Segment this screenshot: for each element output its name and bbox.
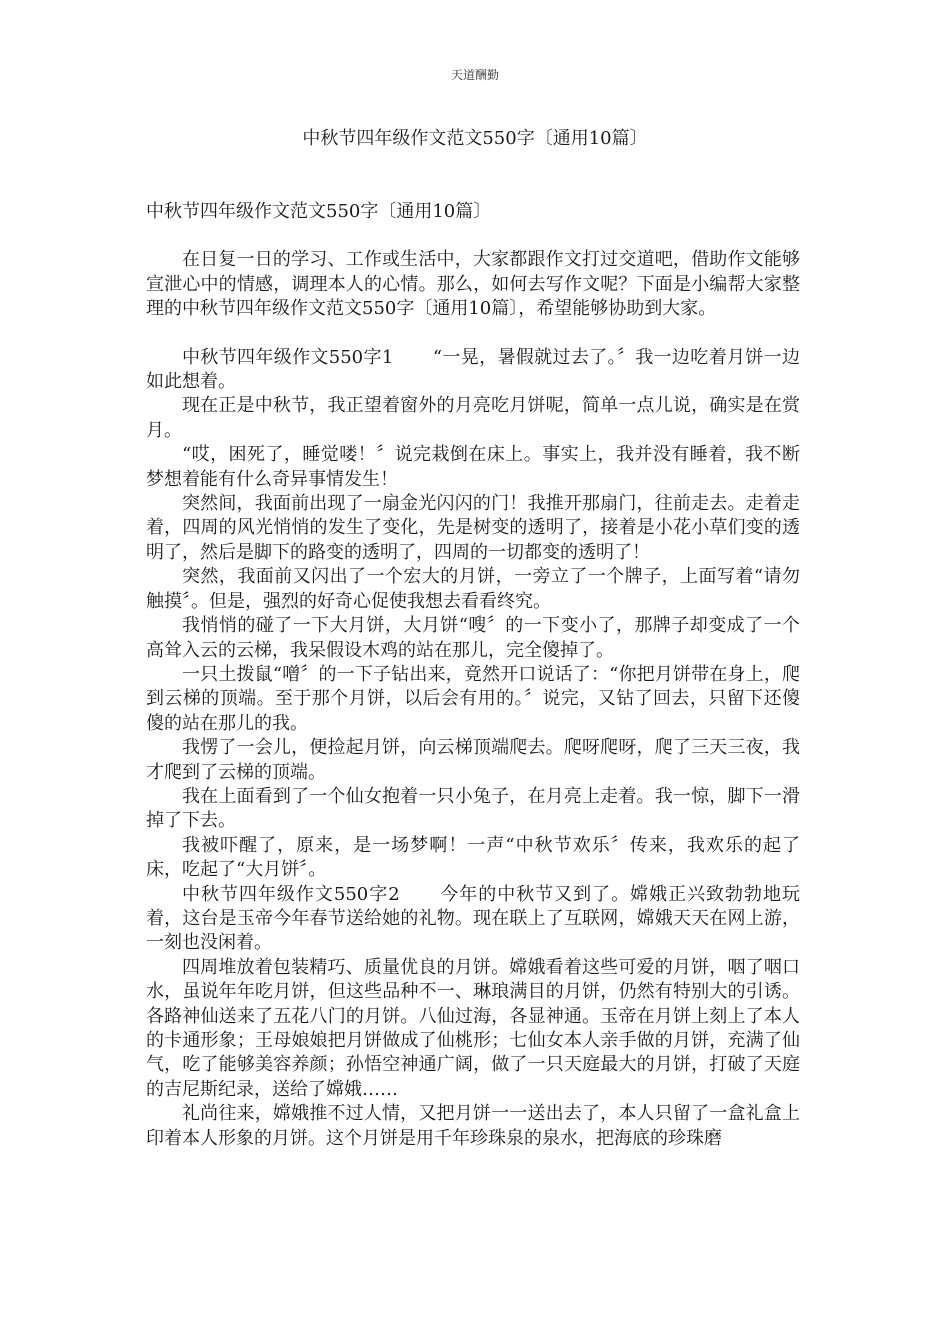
document-subtitle: 中秋节四年级作文范文550字〔通用10篇〕	[146, 201, 492, 222]
body-paragraph: 突然，我面前又闪出了一个宏大的月饼，一旁立了一个牌子，上面写着“请勿触摸〞。但是，强烈的好奇心促使我想去看看终究。	[146, 566, 800, 612]
section-2-first-paragraph	[146, 883, 800, 956]
page-header: 天道酬勤	[450, 68, 499, 82]
section-1-first-text: “一晃，暑假就过去了。〞我一边吃着月饼一边如此想着。	[146, 346, 801, 393]
section-2-first-text: 今年的中秋节又到了。嫦娥正兴致勃勃地玩着，这台是玉帝今年春节送给她的礼物。现在联上了互联网，嫦娥天天在网上游，一刻也没闲着。	[146, 883, 800, 954]
body-paragraph: 我被吓醒了，原来，是一场梦啊！一声“中秋节欢乐〞传来，我欢乐的起了床，吃起了“大月饼〞。	[146, 834, 800, 881]
document-title: 中秋节四年级作文范文550字〔通用10篇〕	[302, 128, 648, 149]
section-1-heading: 中秋节四年级作文550字1	[182, 346, 394, 368]
body-paragraph: 礼尚往来，嫦娥推不过人情，又把月饼一一送出去了，本人只留了一盒礼盒上印着本人形象的月饼。这个月饼是用千年珍珠泉的泉水，把海底的珍珠磨	[146, 1103, 800, 1149]
body-paragraph: 我愣了一会儿，便捡起月饼，向云梯顶端爬去。爬呀爬呀，爬了三天三夜，我才爬到了云梯的顶端。	[146, 737, 800, 783]
intro-paragraph: 在日复一日的学习、工作或生活中，大家都跟作文打过交道吧，借助作文能够宣泄心中的情感，调理本人的心情。那么，如何去写作文呢？下面是小编帮大家整理的中秋节四年级作文范文550字〔通用10篇〕，希望能够协助到大家。	[146, 249, 800, 320]
body-paragraph: 现在正是中秋节，我正望着窗外的月亮吃月饼呢，简单一点儿说，确实是在赏月。	[146, 395, 800, 441]
section-2-heading: 中秋节四年级作文550字2	[182, 883, 400, 905]
document-body	[146, 200, 800, 1151]
body-paragraph: 我悄悄的碰了一下大月饼，大月饼“嗖〞的一下变小了，那牌子却变成了一个高耸入云的云梯，我呆假设木鸡的站在那儿，完全傻掉了。	[146, 615, 800, 661]
body-paragraph: 我在上面看到了一个仙女抱着一只小兔子，在月亮上走着。我一惊，脚下一滑掉了下去。	[146, 785, 800, 832]
section-1-first-paragraph	[146, 346, 800, 395]
paragraph-gap	[146, 322, 800, 346]
body-paragraph: “哎，困死了，睡觉喽！〞说完栽倒在床上。事实上，我并没有睡着，我不断梦想着能有什么奇异事情发生！	[146, 444, 800, 490]
body-paragraph: 一只土拨鼠“噌〞的一下子钻出来，竟然开口说话了：“你把月饼带在身上，爬到云梯的顶端。至于那个月饼，以后会有用的。〞说完，又钻了回去，只留下还傻傻的站在那儿的我。	[146, 663, 800, 734]
body-paragraph: 四周堆放着包装精巧、质量优良的月饼。嫦娥看着这些可爱的月饼，咽了咽口水，虽说年年吃月饼，但这些品种不一、琳琅满目的月饼，仍然有特别大的引诱。各路神仙送来了五花八门的月饼。八仙过海，各显神通。玉帝在月饼上刻上了本人的卡通形象；王母娘娘把月饼做成了仙桃形；七仙女本人亲手做的月饼，充满了仙气，吃了能够美容养颜；孙悟空神通广阔，做了一只天庭最大的月饼，打破了天庭的吉尼斯纪录，送给了嫦娥……	[146, 956, 800, 1100]
body-paragraph: 突然间，我面前出现了一扇金光闪闪的门！我推开那扇门，往前走去。走着走着，四周的风光悄悄的发生了变化，先是树变的透明了，接着是小花小草们变的透明了，然后是脚下的路变的透明了，四周的一切都变的透明了！	[146, 493, 800, 563]
